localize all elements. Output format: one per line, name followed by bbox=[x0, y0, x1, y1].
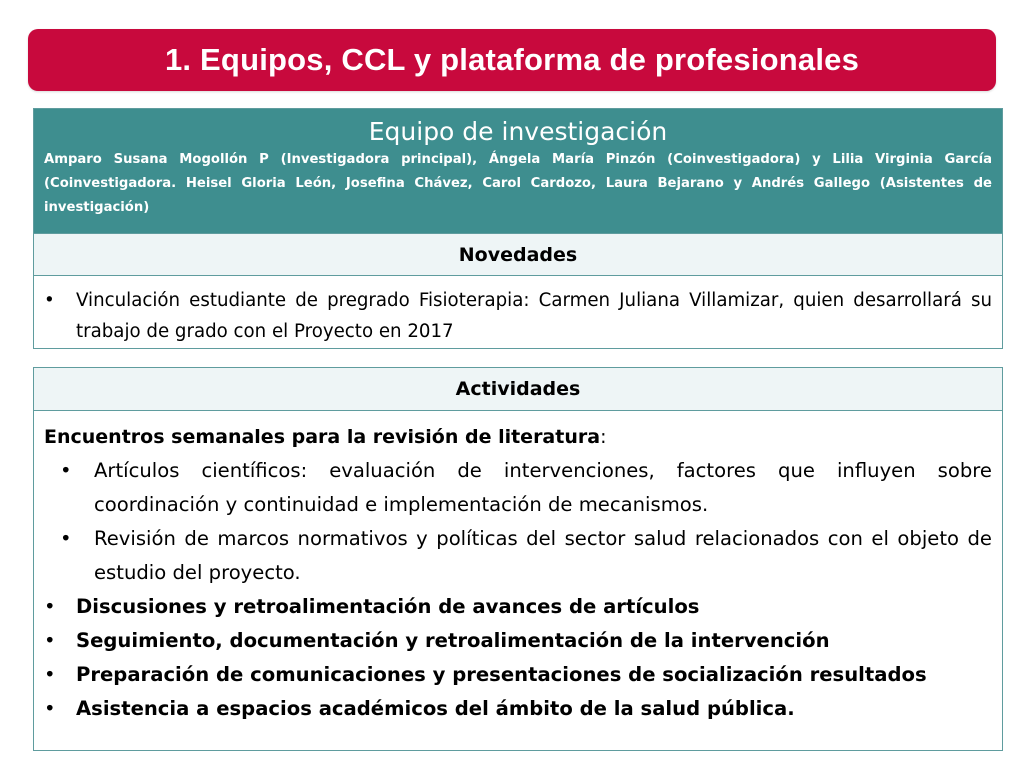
news-body bbox=[34, 276, 1002, 347]
list-item bbox=[44, 454, 992, 522]
activities-intro-colon: : bbox=[600, 426, 607, 448]
bullet-icon: • bbox=[60, 459, 72, 482]
bullet-icon: • bbox=[44, 697, 56, 720]
list-item bbox=[44, 658, 992, 692]
news-heading: Novedades bbox=[34, 233, 1002, 276]
bullet-icon: • bbox=[44, 595, 56, 618]
news-item-text: Vinculación estudiante de pregrado Fisioterapia: Carmen Juliana Villamizar, quien desarrollará su trabajo de grado con el Proyecto en 2017 bbox=[76, 290, 992, 342]
team-members: Amparo Susana Mogollón P (Investigadora principal), Ángela María Pinzón (Coinvestigadora) y Lilia Virginia García (Coinvestigadora. Heisel Gloria León, Josefina Chávez, Carol Cardozo, Laura Bejarano y Andrés Gallego (Asistentes de investigación) bbox=[44, 152, 992, 215]
bullet-icon: • bbox=[60, 527, 72, 550]
activity-sub-item-text: Revisión de marcos normativos y políticas del sector salud relacionados con el objeto de estudio del proyecto. bbox=[94, 527, 992, 584]
team-panel bbox=[33, 108, 1003, 349]
activities-heading: Actividades bbox=[34, 368, 1002, 411]
list-item bbox=[44, 590, 992, 624]
activities-panel bbox=[33, 367, 1003, 751]
news-item bbox=[44, 285, 992, 347]
activities-intro-text: Encuentros semanales para la revisión de literatura bbox=[44, 426, 601, 448]
activities-body bbox=[34, 411, 1002, 726]
list-item bbox=[44, 692, 992, 726]
team-header bbox=[34, 109, 1002, 233]
activity-item-text: Seguimiento, documentación y retroalimentación de la intervención bbox=[76, 629, 830, 652]
list-item bbox=[44, 522, 992, 590]
title-banner bbox=[28, 29, 996, 91]
bullet-icon: • bbox=[44, 290, 55, 311]
bullet-icon: • bbox=[44, 663, 56, 686]
activity-item-text: Preparación de comunicaciones y presentaciones de socialización resultados bbox=[76, 663, 927, 686]
list-item bbox=[44, 624, 992, 658]
activity-item-text: Discusiones y retroalimentación de avances de artículos bbox=[76, 595, 700, 618]
bullet-icon: • bbox=[44, 629, 56, 652]
activity-item-text: Asistencia a espacios académicos del ámbito de la salud pública. bbox=[76, 697, 795, 720]
activities-intro bbox=[44, 420, 992, 454]
activity-sub-item-text: Artículos científicos: evaluación de intervenciones, factores que influyen sobre coordinación y continuidad e implementación de mecanismos. bbox=[94, 459, 992, 516]
team-title: Equipo de investigación bbox=[368, 117, 668, 146]
slide-title: 1. Equipos, CCL y plataforma de profesionales bbox=[164, 42, 860, 77]
